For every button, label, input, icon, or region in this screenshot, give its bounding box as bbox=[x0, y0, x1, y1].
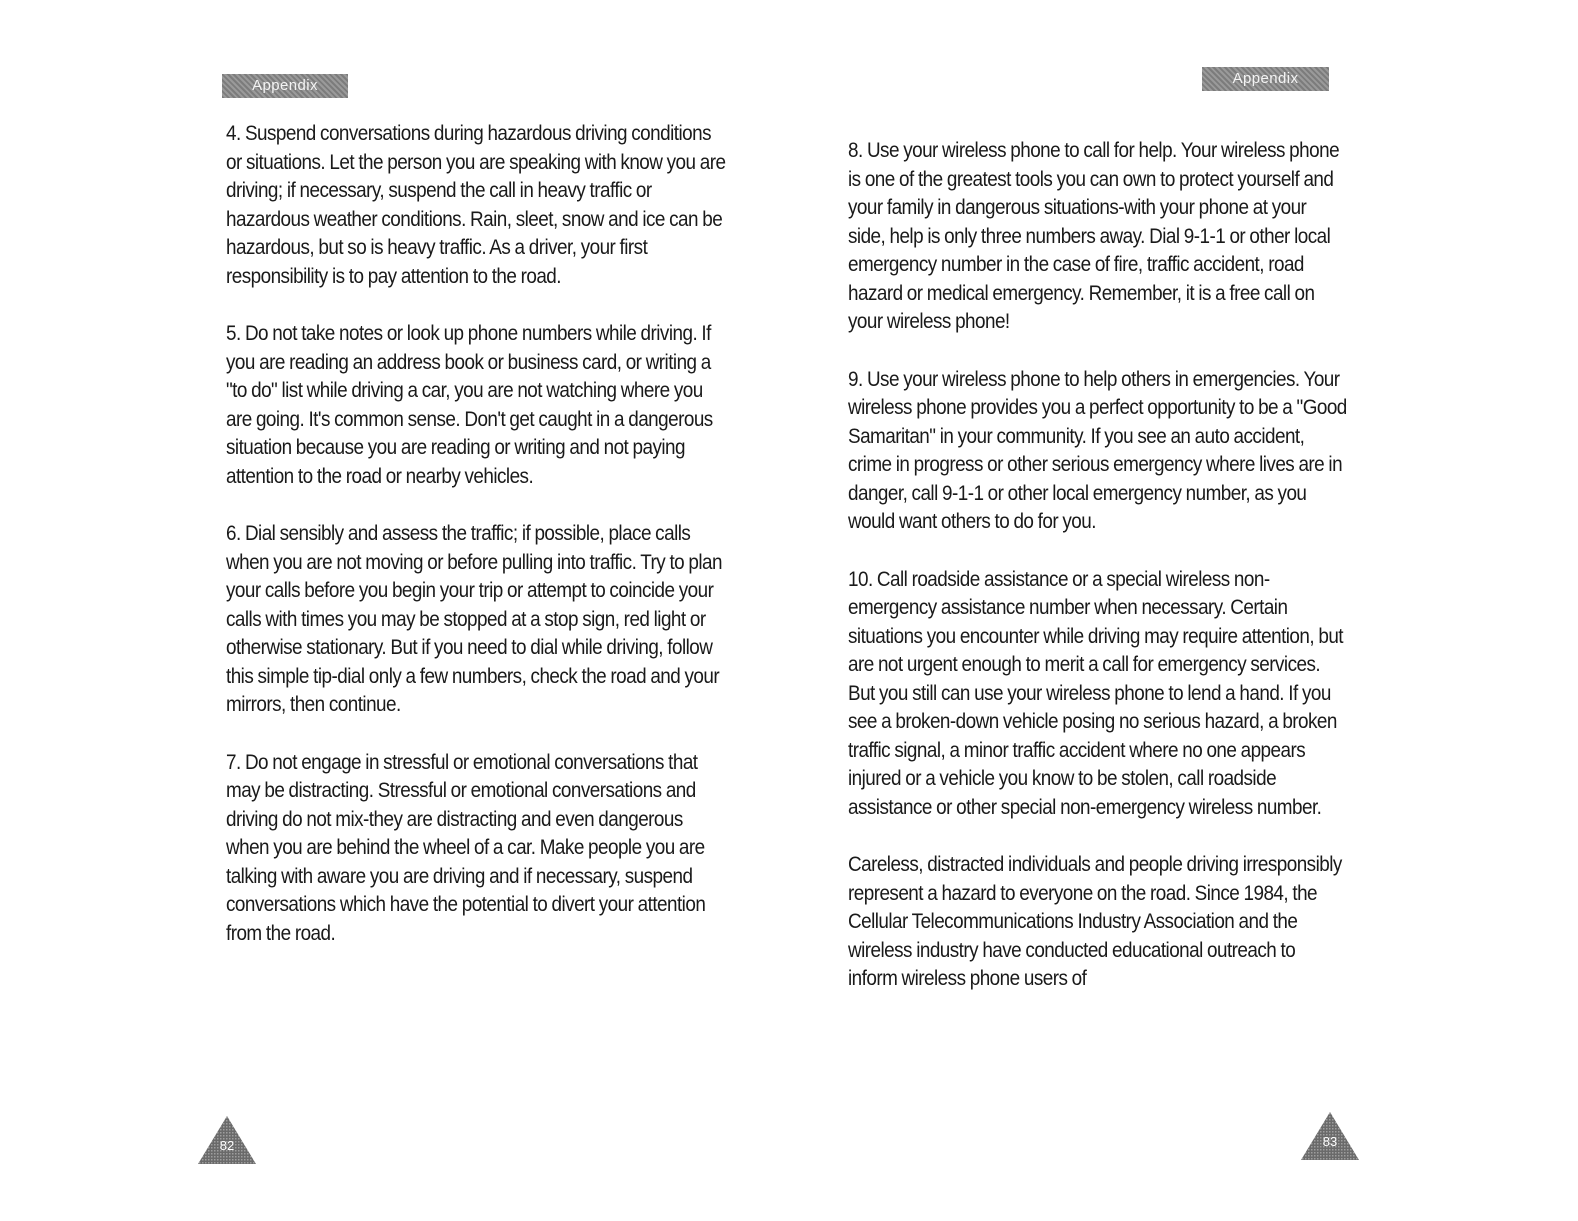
right-page bbox=[789, 0, 1578, 1221]
paragraph-8: 8. Use your wireless phone to call for help. Your wireless phone is one of the greatest tools you can own to protect yourself and your family in dangerous situations-with your phone at your side, help is only three numbers away. Dial 9-1-1 or other local emergency number in the case of fire, traffic accident, road hazard or medical emergency. Remember, it is a free call on your wireless phone! bbox=[848, 139, 1340, 333]
page-number-badge bbox=[196, 1114, 258, 1166]
paragraph-5: 5. Do not take notes or look up phone numbers while driving. If you are reading an address book or business card, or writing a "to do" list while driving a car, you are not watching where you are going. It's common sense. Don't get caught in a dangerous situation because you are reading or writing and not paying attention to the road or nearby vehicles. bbox=[226, 322, 713, 488]
section-tab-appendix: Appendix bbox=[1202, 67, 1329, 91]
paragraph-4: 4. Suspend conversations during hazardous driving conditions or situations. Let the person you are speaking with know you are driving; if necessary, suspend the call in heavy traffic or hazardous weather conditions. Rain, sleet, snow and ice can be hazardous, but so is heavy traffic. As a driver, your first responsibility is to pay attention to the road. bbox=[226, 122, 726, 288]
page-number: 82 bbox=[219, 1138, 235, 1153]
paragraph-9: 9. Use your wireless phone to help others in emergencies. Your wireless phone provides you a perfect opportunity to be a "Good Samaritan" in your community. If you see an auto accident, crime in progress or other serious emergency where lives are in danger, call 9-1-1 or other local emergency number, as you would want others to do for you. bbox=[848, 367, 1347, 533]
left-text-column bbox=[226, 120, 726, 977]
paragraph-closing: Careless, distracted individuals and people driving irresponsibly represent a hazard to everyone on the road. Since 1984, the Cellular Telecommunications Industry Association and the wireless industry have conducted educational outreach to inform wireless phone users of bbox=[848, 853, 1342, 990]
right-text-column bbox=[848, 137, 1348, 1023]
paragraph-7: 7. Do not engage in stressful or emotional conversations that may be distracting. Stressful or emotional conversations and driving do not mix-they are distracting and even dangerous when you are behind the wheel of a car. Make people you are talking with aware you are driving and if necessary, suspend conversations which have the potential to divert your attention from the road. bbox=[226, 750, 706, 945]
paragraph-10: 10. Call roadside assistance or a special wireless non-emergency assistance number when necessary. Certain situations you encounter while driving may require attention, but are not urgent enough to merit a call for emergency services. But you still can use your wireless phone to lend a hand. If you see a broken-down vehicle posing no serious hazard, a broken traffic signal, a minor traffic accident where no one appears injured or a vehicle you know to be stolen, call roadside assistance or other special non-emergency wireless number. bbox=[848, 567, 1344, 819]
page-number: 83 bbox=[1322, 1134, 1338, 1149]
paragraph-6: 6. Dial sensibly and assess the traffic; if possible, place calls when you are not moving or before pulling into traffic. Try to plan your calls before you begin your trip or attempt to coincide your calls with times you may be stopped at a stop sign, red light or otherwise stationary. But if you need to dial while driving, follow this simple tip-dial only a few numbers, check the road and your mirrors, then continue. bbox=[226, 522, 722, 716]
section-tab-appendix: Appendix bbox=[222, 74, 348, 98]
page-number-badge bbox=[1299, 1110, 1361, 1162]
